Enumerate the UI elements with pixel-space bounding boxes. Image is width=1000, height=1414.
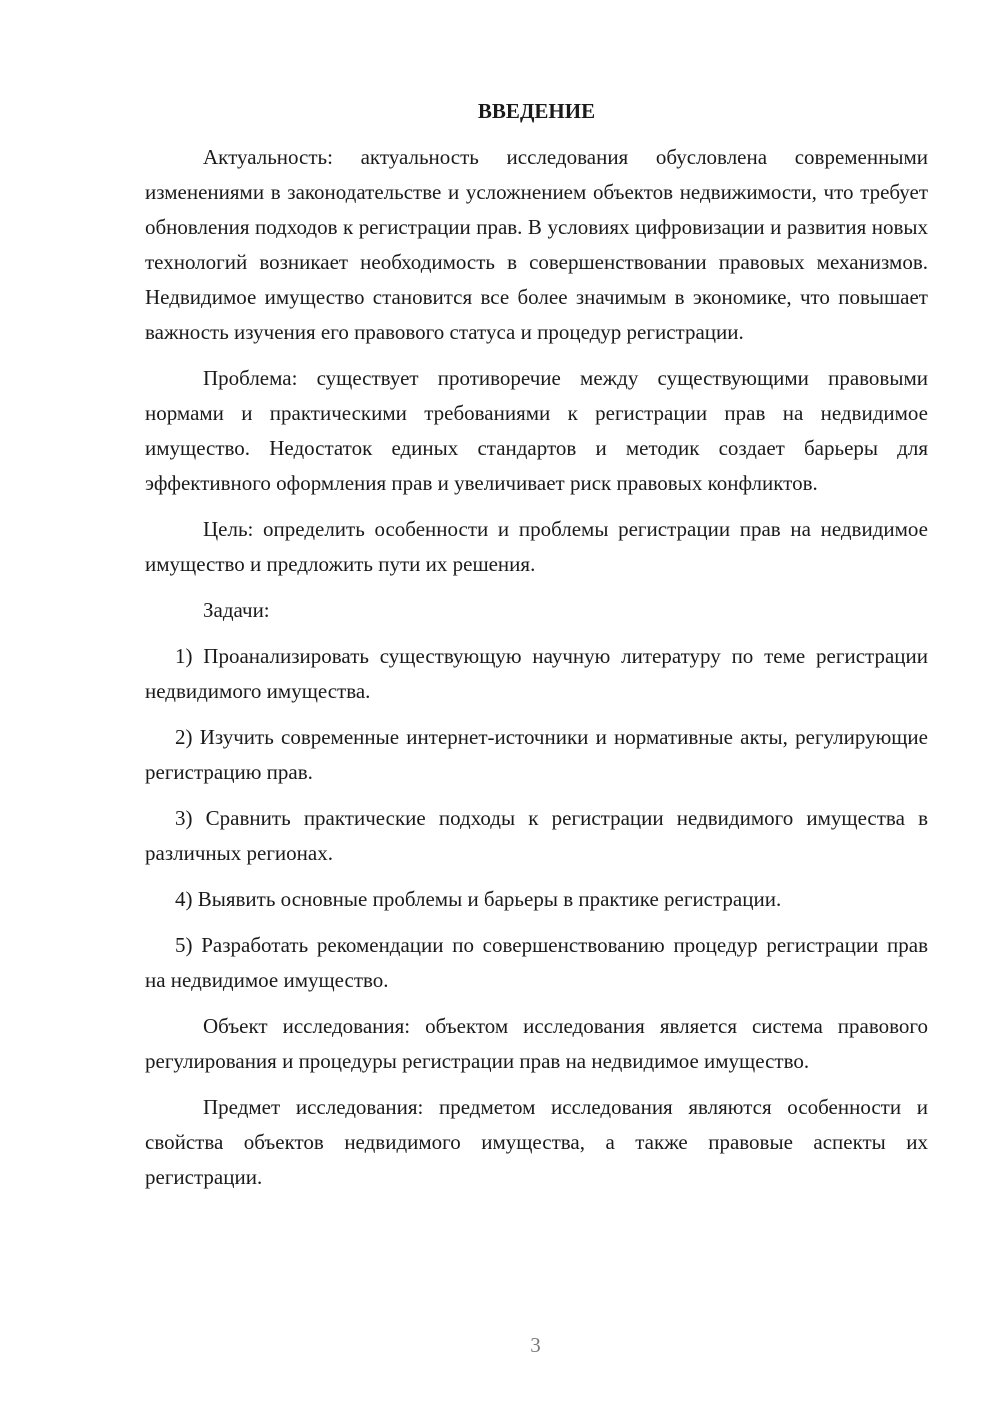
task-item: 3) Сравнить практические подходы к регистрации недвидимого имущества в различных регионах. [145,806,928,865]
relevance-paragraph: Актуальность: актуальность исследования обусловлена современными изменениями в законодательстве и усложнением объектов недвижимости, что требует обновления подходов к регистрации прав. В условиях цифровизации и развития новых технологий возникает необходимость в совершенствовании правовых механизмов. Недвидимое имущество становится все более значимым в экономике, что повышает важность изучения его правового статуса и процедур регистрации. [145,145,928,344]
page-content [145,94,928,1206]
page-title: ВВЕДЕНИЕ [477,99,596,123]
problem-paragraph: Проблема: существует противоречие между существующими правовыми нормами и практическими требованиями к регистрации прав на недвидимое имущество. Недостаток единых стандартов и методик создает барьеры для эффективного оформления прав и увеличивает риск правовых конфликтов. [145,366,928,495]
tasks-heading: Задачи: [203,598,270,622]
object-paragraph: Объект исследования: объектом исследования является система правового регулирования и процедуры регистрации прав на недвидимое имущество. [145,1014,928,1073]
task-item: 1) Проанализировать существующую научную литературу по теме регистрации недвидимого имущества. [145,644,928,703]
page-number: 3 [530,1333,541,1357]
subject-paragraph: Предмет исследования: предметом исследования являются особенности и свойства объектов недвидимого имущества, а также правовые аспекты их регистрации. [145,1095,928,1189]
task-item: 2) Изучить современные интернет-источники и нормативные акты, регулирующие регистрацию прав. [145,725,928,784]
task-item: 4) Выявить основные проблемы и барьеры в практике регистрации. [175,887,782,911]
goal-paragraph: Цель: определить особенности и проблемы регистрации прав на недвидимое имущество и предложить пути их решения. [145,517,928,576]
task-item: 5) Разработать рекомендации по совершенствованию процедур регистрации прав на недвидимое имущество. [145,933,928,992]
